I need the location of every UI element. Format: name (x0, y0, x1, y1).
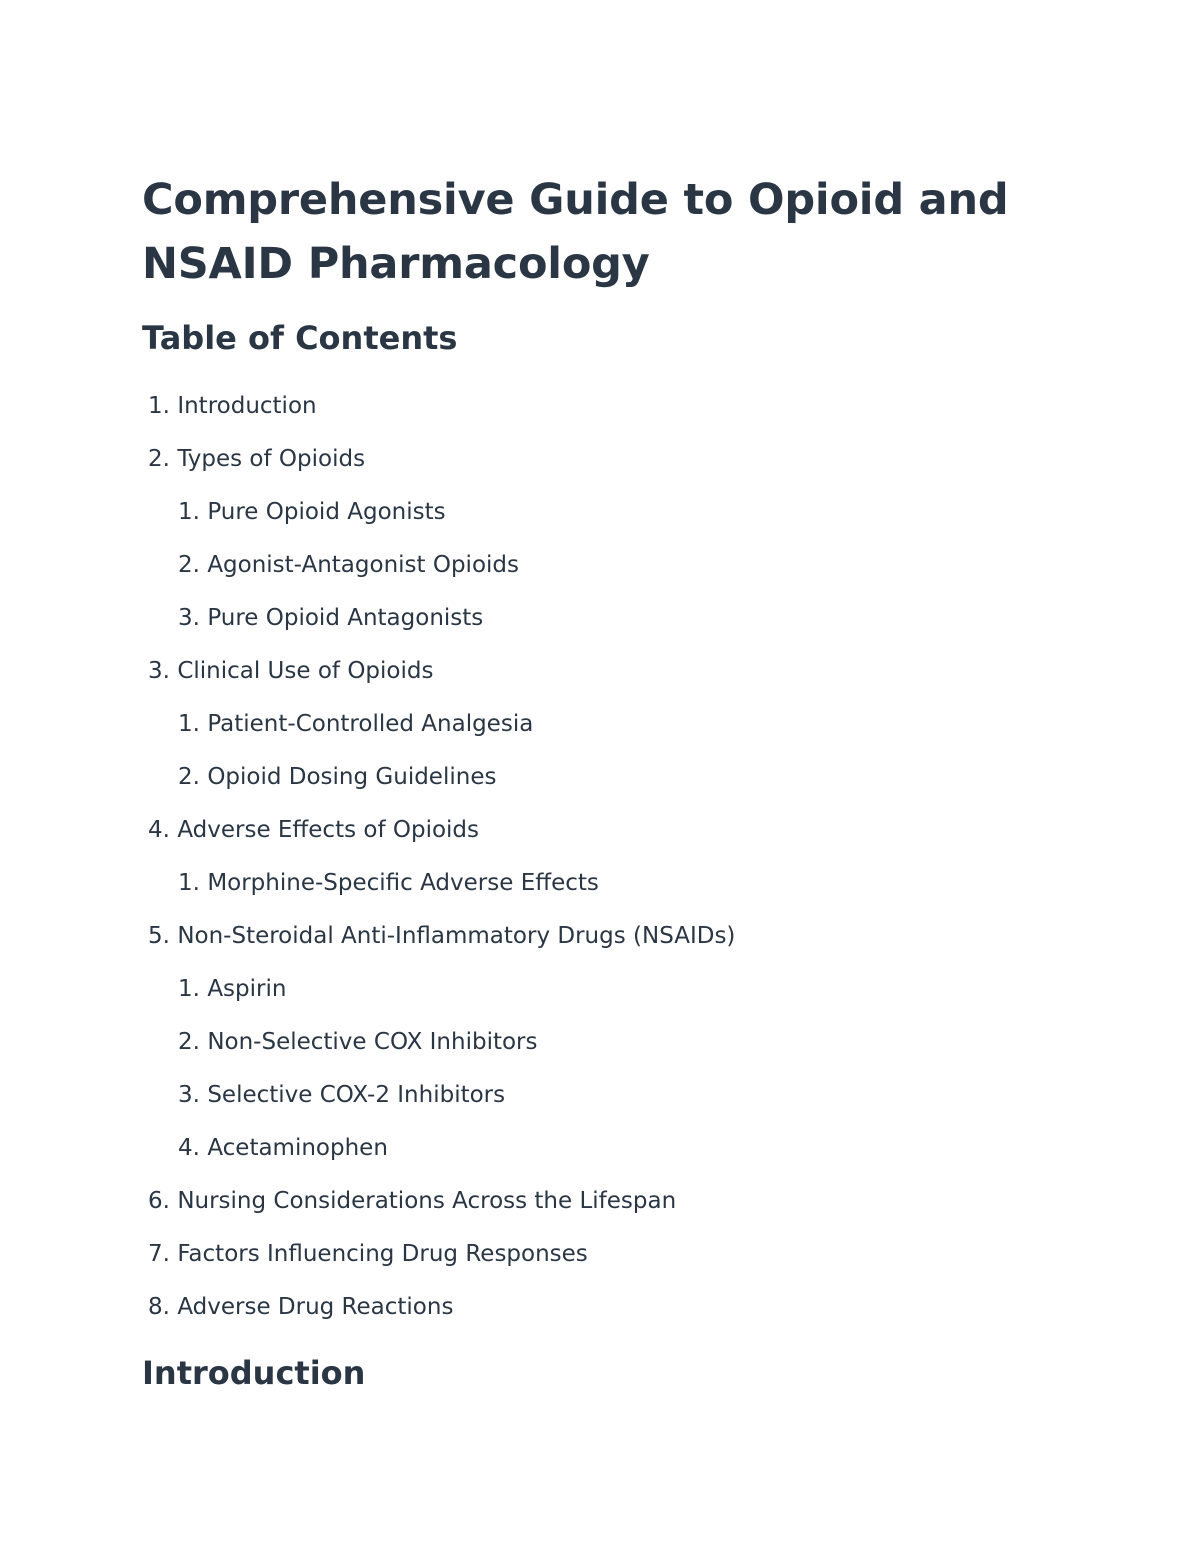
toc-item-label: Acetaminophen (207, 1135, 388, 1161)
toc-item-label: Pure Opioid Agonists (207, 499, 446, 525)
toc-item-number: 2. (178, 1029, 200, 1055)
toc-item[interactable] (142, 651, 735, 704)
toc-item-label: Factors Influencing Drug Responses (177, 1241, 588, 1267)
toc-item-number: 1. (148, 393, 170, 419)
toc-item-number: 4. (148, 817, 170, 843)
toc-item[interactable] (142, 916, 735, 969)
toc-item[interactable] (142, 1234, 735, 1287)
toc-item-number: 4. (178, 1135, 200, 1161)
toc-heading: Table of Contents (142, 319, 458, 357)
toc-item-number: 3. (148, 658, 170, 684)
toc-item-label: Selective COX-2 Inhibitors (207, 1082, 506, 1108)
toc-item-label: Clinical Use of Opioids (177, 658, 434, 684)
toc-item-number: 2. (178, 552, 200, 578)
toc-item-number: 2. (178, 764, 200, 790)
toc-item[interactable] (142, 545, 735, 598)
toc-item[interactable] (142, 1075, 735, 1128)
toc-item-label: Non-Steroidal Anti-Inflammatory Drugs (NSAIDs) (177, 923, 736, 949)
toc-item-number: 3. (178, 605, 200, 631)
toc-item-label: Non-Selective COX Inhibitors (207, 1029, 538, 1055)
section-heading-introduction: Introduction (142, 1354, 366, 1392)
toc-item-label: Adverse Drug Reactions (177, 1294, 454, 1320)
toc-item[interactable] (142, 492, 735, 545)
toc-item-number: 3. (178, 1082, 200, 1108)
table-of-contents (142, 386, 735, 1340)
toc-item-number: 5. (148, 923, 170, 949)
toc-item-number: 8. (148, 1294, 170, 1320)
toc-item-label: Pure Opioid Antagonists (207, 605, 484, 631)
toc-item[interactable] (142, 1181, 735, 1234)
toc-item-label: Opioid Dosing Guidelines (207, 764, 497, 790)
toc-item[interactable] (142, 439, 735, 492)
toc-item[interactable] (142, 704, 735, 757)
toc-item-label: Morphine-Specific Adverse Effects (207, 870, 599, 896)
toc-item-number: 1. (178, 870, 200, 896)
toc-item-label: Adverse Effects of Opioids (177, 817, 480, 843)
toc-item-number: 2. (148, 446, 170, 472)
toc-item-number: 1. (178, 976, 200, 1002)
document-title: Comprehensive Guide to Opioid and NSAID Pharmacology (142, 175, 1009, 289)
toc-item[interactable] (142, 757, 735, 810)
toc-item[interactable] (142, 1022, 735, 1075)
toc-item[interactable] (142, 598, 735, 651)
toc-item[interactable] (142, 969, 735, 1022)
toc-item-label: Agonist-Antagonist Opioids (207, 552, 519, 578)
toc-item[interactable] (142, 1287, 735, 1340)
toc-item-number: 1. (178, 711, 200, 737)
toc-item[interactable] (142, 863, 735, 916)
toc-item[interactable] (142, 1128, 735, 1181)
toc-item-number: 6. (148, 1188, 170, 1214)
toc-item-label: Nursing Considerations Across the Lifespan (177, 1188, 677, 1214)
toc-item-label: Introduction (177, 393, 317, 419)
toc-item-number: 7. (148, 1241, 170, 1267)
toc-item-number: 1. (178, 499, 200, 525)
toc-item[interactable] (142, 810, 735, 863)
toc-item-label: Aspirin (207, 976, 287, 1002)
toc-item[interactable] (142, 386, 735, 439)
toc-item-label: Types of Opioids (177, 446, 366, 472)
toc-item-label: Patient-Controlled Analgesia (207, 711, 534, 737)
